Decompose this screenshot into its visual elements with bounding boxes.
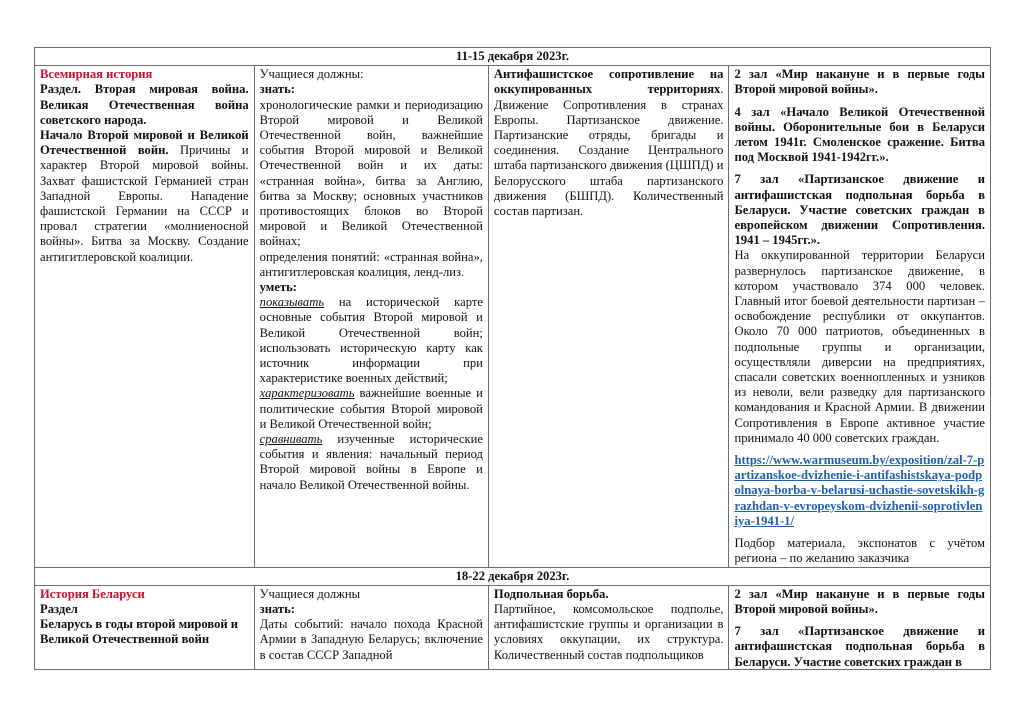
able-item — [260, 295, 483, 386]
subject-label: История Беларуси — [40, 586, 145, 601]
content-description: Партийное, комсомольское подполье, антифашистские группы и организации в условиях оккупации, их структура. Количественный состав подпольщиков — [493, 601, 724, 662]
topic-text — [40, 128, 249, 265]
content-cell — [488, 66, 729, 567]
week-header-row — [35, 48, 991, 66]
topic-description: Причины и характер Второй мировой войны. Захват фашистской Германией стран Западной Европы. Нападение фашистской Германии на СССР и провал стратегии «молниеносной войны». Битва за Москву. Создание антигитлеровской коалиции. — [40, 143, 249, 264]
able-label: уметь: — [259, 280, 297, 295]
museum-link[interactable]: https://www.warmuseum.by/exposition/zal-7-partizanskoe-dvizhenie-i-antifashistskaya-podpolnaya-borba-v-belarusi-uchastie-sovetskikh-grazhdan-v-evropeyskom-dvizhenii-soprotivleniya-1941-1/ — [734, 453, 985, 528]
content-description: . Движение Сопротивления в странах Европы. Партизанское движение. Партизанские отряды, бригады и соединения. Создание Центрального штаба партизанского движения (ЦШПД) и Белорусского штаба партизанского движения (БШПД). Количественный состав партизан. — [493, 82, 724, 219]
schedule-table — [34, 47, 991, 670]
museum-description: На оккупированной территории Беларуси развернулось партизанское движение, в котором участвовало 374 000 человек. Главный итог боевой деятельности партизан – освобождение республики от оккупантов. Около 70 000 патриотов, объединенных в подпольные группы и организации, осуществляли диверсии на предприятиях, спасали советских военнопленных и узников из неволи, вели разведку для партизанского командования и Красной Армии. В движении Сопротивления в Европе активное участие принимало 40 000 советских граждан. — [734, 248, 985, 445]
subject-label: Всемирная история — [40, 67, 153, 82]
know-item: хронологические рамки и периодизацию Второй мировой и Великой Отечественной войн, важнейшие события Второй мировой и Великой Отечественной войн и их даты: «странная война», битва за Англию, битва за Москву; основных участников противостоящих блоков во Второй мировой и Великой Отечественной войнах; — [259, 97, 483, 249]
museum-cell — [729, 585, 991, 669]
cell-clip — [494, 587, 724, 669]
know-label: знать: — [259, 601, 295, 616]
content-cell — [488, 585, 729, 669]
museum-hall: 2 зал «Мир накануне и в первые годы Второй мировой войны». — [734, 67, 985, 97]
know-label: знать: — [259, 82, 295, 97]
week-header-row — [35, 567, 991, 585]
museum-note: Подбор материала, экспонатов с учётом региона – по желанию заказчика — [734, 536, 985, 566]
able-verb: сравнивать — [259, 432, 323, 447]
know-item: определения понятий: «странная война», антигитлеровская коалиция, ленд-лиз. — [259, 249, 483, 279]
table-row — [35, 66, 991, 567]
cell-clip — [734, 587, 985, 669]
know-item: Даты событий: начало похода Красной Армии в Западную Беларусь; включение в состав СССР Западной — [259, 617, 483, 662]
museum-cell — [729, 66, 991, 567]
content-title: Антифашистское сопротивление на оккупированных территориях — [493, 67, 724, 97]
week-title: 11-15 декабря 2023г. — [35, 48, 991, 66]
subject-cell — [35, 585, 255, 669]
able-text: важнейшие военные и политические события Второй мировой и Великой Отечественной войн; — [259, 386, 483, 431]
requirements-cell — [254, 585, 488, 669]
requirements-cell — [254, 66, 488, 567]
section-title: Раздел. Вторая мировая война. Великая Отечественная война советского народа. — [40, 82, 249, 127]
museum-link-wrap — [734, 453, 985, 529]
content-title: Подпольная борьба. — [493, 586, 609, 601]
section-title: Раздел — [40, 601, 78, 616]
able-item — [260, 386, 483, 432]
museum-hall: 2 зал «Мир накануне и в первые годы Второй мировой войны». — [734, 586, 985, 616]
museum-hall: 7 зал «Партизанское движение и антифашистская подпольная борьба в Беларуси. Участие советских граждан в — [734, 624, 985, 669]
able-item — [260, 432, 483, 493]
museum-hall: 7 зал «Партизанское движение и антифашистская подпольная борьба в Беларуси. Участие советских граждан в европейском движении Сопротивления. 1941 – 1945гг.». — [734, 172, 985, 248]
able-verb: показывать — [259, 295, 325, 310]
topic-title: Беларусь в годы второй мировой и Великой Отечественной войн — [40, 617, 239, 647]
subject-cell — [35, 66, 255, 567]
cell-clip — [40, 587, 249, 669]
schedule-page — [34, 47, 991, 670]
content-text — [494, 67, 724, 219]
able-verb: характеризовать — [259, 386, 355, 401]
cell-clip — [260, 587, 483, 669]
museum-hall: 4 зал «Начало Великой Отечественной войны. Оборонительные бои в Беларуси летом 1941г. Смоленское сражение. Битва под Москвой 1941-1942гг.». — [734, 104, 985, 165]
able-text: на исторической карте основные события Второй мировой и Великой Отечественной войн; использовать историческую карту как источник информации при характеристике военных действий; — [259, 295, 483, 386]
topic-title: Начало Второй мировой и Великой Отечественной войн. — [40, 128, 249, 158]
week-title: 18-22 декабря 2023г. — [35, 567, 991, 585]
requirements-intro: Учащиеся должны: — [259, 67, 364, 82]
requirements-intro: Учащиеся должны — [259, 586, 361, 601]
able-text: изученные исторические события и явления: начальный период Второй мировой войны в Европе и начало Великой Отечественной войны. — [259, 432, 483, 492]
table-row — [35, 585, 991, 669]
